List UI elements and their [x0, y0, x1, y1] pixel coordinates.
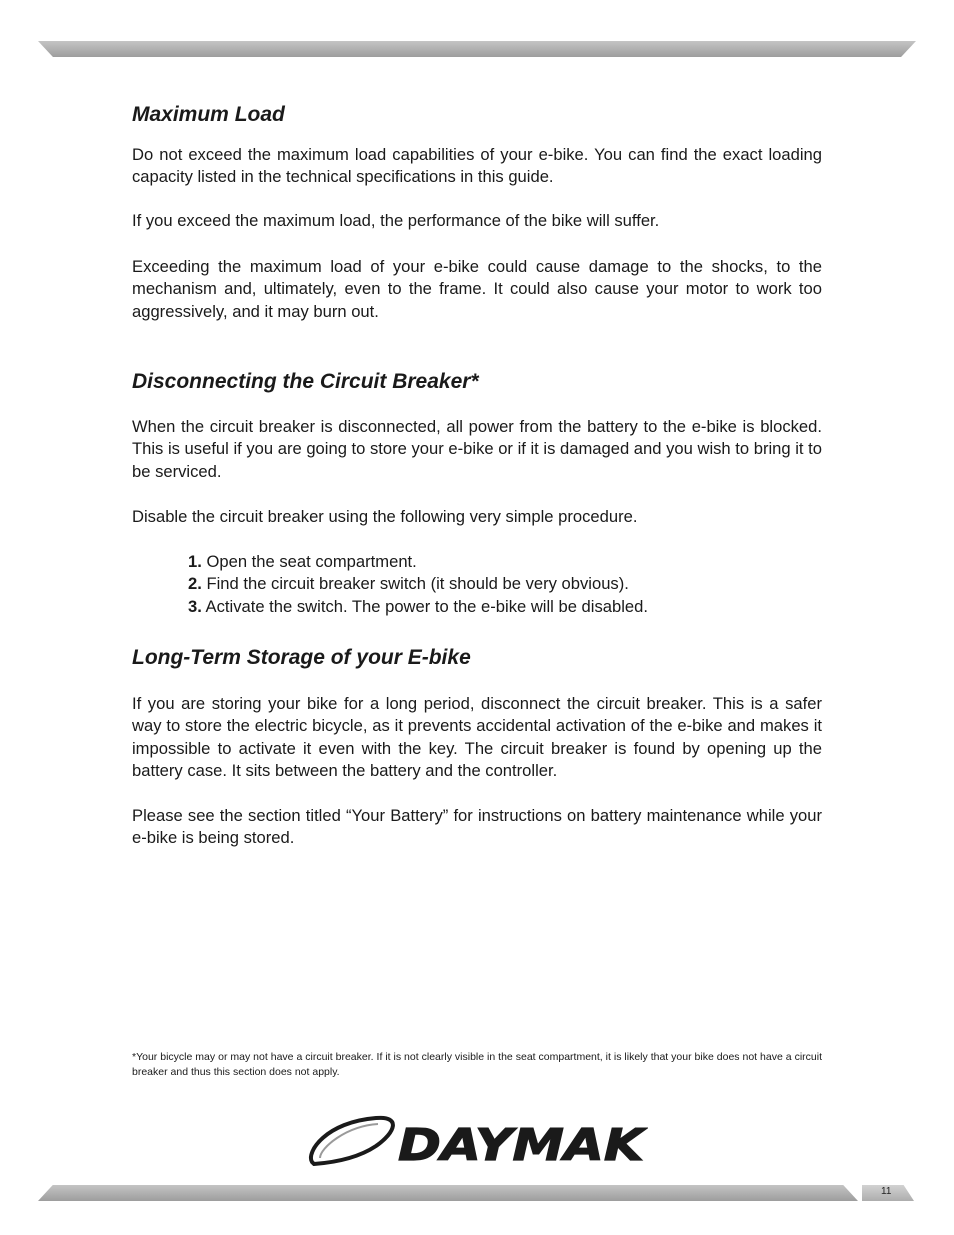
breaker-steps-list: [188, 551, 648, 618]
list-item: 2. Find the circuit breaker switch (it should be very obvious).: [188, 574, 629, 594]
logo-swoosh-icon: [311, 1118, 393, 1164]
breaker-paragraph-1: When the circuit breaker is disconnected, all power from the battery to the e-bike is blocked. This is useful if you are going to store your e-bike or if it is damaged and you wish to bring it to be serviced.: [132, 417, 822, 481]
list-item: 3. Activate the switch. The power to the e-bike will be disabled.: [188, 596, 648, 616]
logo-text: DAYMAK: [398, 1120, 648, 1168]
list-item: 1. Open the seat compartment.: [188, 552, 417, 571]
page-number: 11: [881, 1186, 892, 1197]
breaker-paragraph-2: Disable the circuit breaker using the following very simple procedure.: [132, 507, 638, 526]
heading-maximum-load: Maximum Load: [132, 103, 285, 126]
daymak-logo: [306, 1112, 648, 1168]
max-load-paragraph-3: Exceeding the maximum load of your e-bike could cause damage to the shocks, to the mechanism and, ultimately, even to the frame. It could also cause your motor to work too aggressively, and it may burn out.: [132, 257, 822, 321]
storage-paragraph-2: Please see the section titled “Your Battery” for instructions on battery maintenance while your e-bike is being stored.: [132, 806, 822, 848]
heading-circuit-breaker: Disconnecting the Circuit Breaker*: [132, 370, 479, 393]
heading-long-term-storage: Long-Term Storage of your E-bike: [132, 646, 471, 669]
max-load-paragraph-2: If you exceed the maximum load, the performance of the bike will suffer.: [132, 211, 660, 230]
footnote: *Your bicycle may or may not have a circuit breaker. If it is not clearly visible in the seat compartment, it is likely that your bike does not have a circuit breaker and thus this section does not apply.: [132, 1051, 822, 1078]
header-bar: [38, 41, 916, 57]
footer-bar: [38, 1185, 858, 1201]
max-load-paragraph-1: Do not exceed the maximum load capabilities of your e-bike. You can find the exact loading capacity listed in the technical specifications in this guide.: [132, 145, 822, 187]
storage-paragraph-1: If you are storing your bike for a long period, disconnect the circuit breaker. This is a safer way to store the electric bicycle, as it prevents accidental activation of the e-bike and makes it impossible to activate it even with the key. The circuit breaker is found by opening up the battery case. It sits between the battery and the controller.: [132, 694, 822, 781]
